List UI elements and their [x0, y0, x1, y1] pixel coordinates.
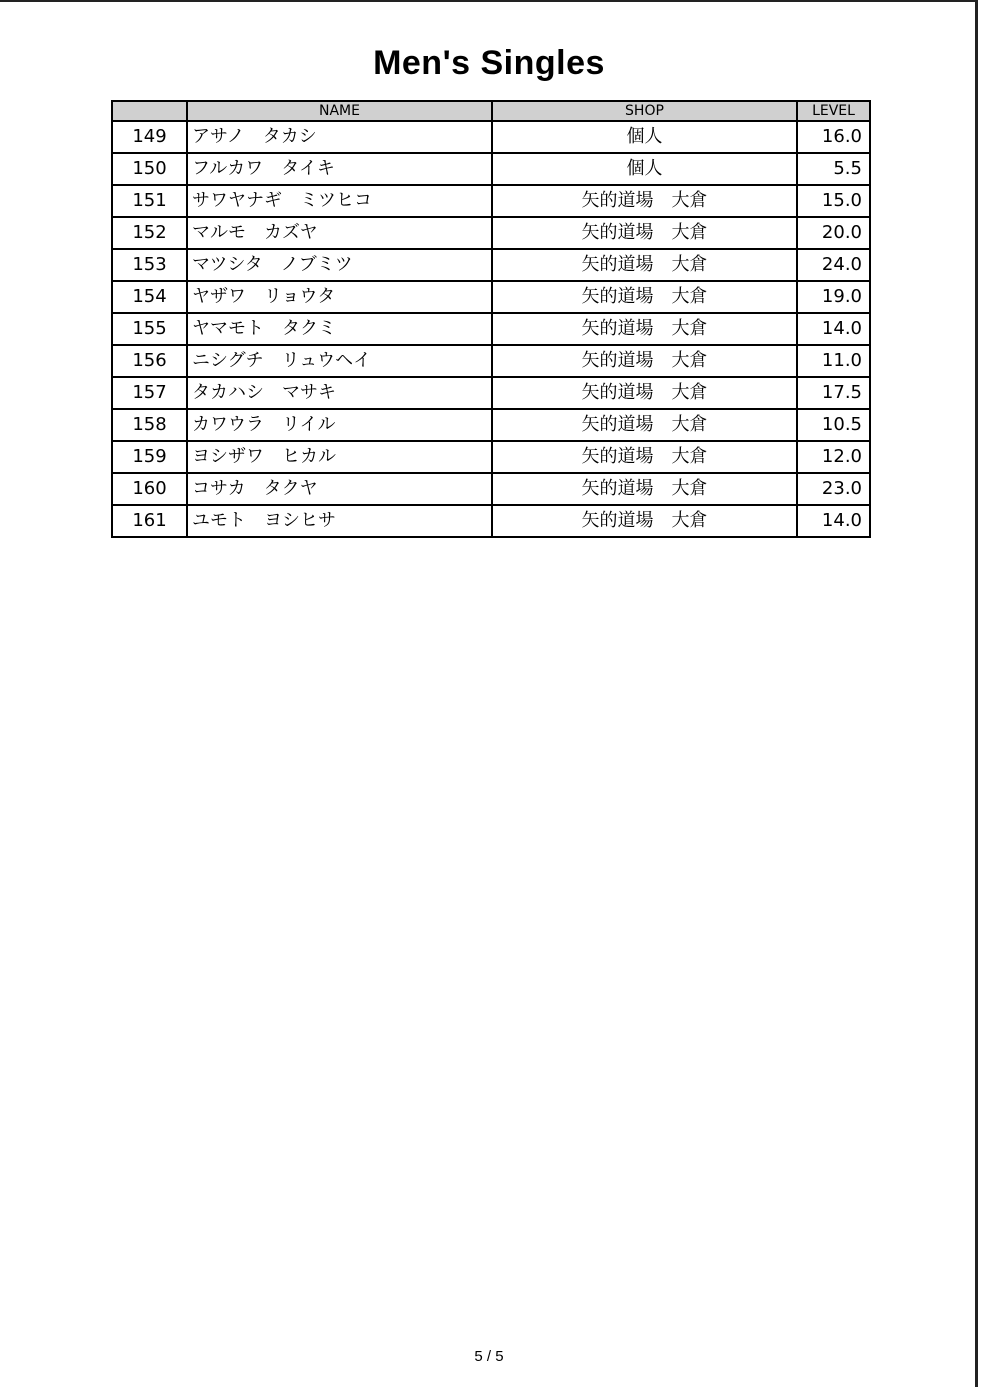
player-level: 23.0	[797, 473, 870, 505]
player-level: 20.0	[797, 217, 870, 249]
player-level: 5.5	[797, 153, 870, 185]
player-name: マツシタ ノブミツ	[187, 249, 492, 281]
player-name: ヤザワ リョウタ	[187, 281, 492, 313]
table-row	[112, 377, 870, 409]
shop-name: 矢的道場 大倉	[492, 281, 797, 313]
row-number: 154	[112, 281, 187, 313]
table-row	[112, 473, 870, 505]
page-indicator: 5 / 5	[474, 1348, 504, 1365]
row-number: 160	[112, 473, 187, 505]
shop-name: 矢的道場 大倉	[492, 249, 797, 281]
player-level: 12.0	[797, 441, 870, 473]
row-number: 156	[112, 345, 187, 377]
header-shop: SHOP	[492, 101, 797, 121]
row-number: 155	[112, 313, 187, 345]
row-number: 153	[112, 249, 187, 281]
shop-name: 矢的道場 大倉	[492, 345, 797, 377]
shop-name: 個人	[492, 153, 797, 185]
player-name: ニシグチ リュウヘイ	[187, 345, 492, 377]
header-level: LEVEL	[797, 101, 870, 121]
table-row	[112, 217, 870, 249]
table-row	[112, 281, 870, 313]
player-level: 16.0	[797, 121, 870, 153]
table-row	[112, 185, 870, 217]
player-level: 24.0	[797, 249, 870, 281]
player-name: アサノ タカシ	[187, 121, 492, 153]
header-name: NAME	[187, 101, 492, 121]
shop-name: 個人	[492, 121, 797, 153]
row-number: 151	[112, 185, 187, 217]
page-title: Men's Singles	[373, 44, 605, 82]
player-name: ヤマモト タクミ	[187, 313, 492, 345]
table-row	[112, 121, 870, 153]
table-row	[112, 153, 870, 185]
player-name: タカハシ マサキ	[187, 377, 492, 409]
player-level: 10.5	[797, 409, 870, 441]
player-level: 17.5	[797, 377, 870, 409]
player-table	[111, 100, 871, 538]
player-level: 11.0	[797, 345, 870, 377]
row-number: 152	[112, 217, 187, 249]
player-name: ヨシザワ ヒカル	[187, 441, 492, 473]
shop-name: 矢的道場 大倉	[492, 409, 797, 441]
player-name: ユモト ヨシヒサ	[187, 505, 492, 537]
table-body	[112, 121, 870, 537]
row-number: 157	[112, 377, 187, 409]
player-name: フルカワ タイキ	[187, 153, 492, 185]
table-row	[112, 249, 870, 281]
table-row	[112, 313, 870, 345]
shop-name: 矢的道場 大倉	[492, 441, 797, 473]
row-number: 149	[112, 121, 187, 153]
row-number: 161	[112, 505, 187, 537]
row-number: 158	[112, 409, 187, 441]
row-number: 150	[112, 153, 187, 185]
table-row	[112, 505, 870, 537]
table-row	[112, 345, 870, 377]
player-name: カワウラ リイル	[187, 409, 492, 441]
player-name: マルモ カズヤ	[187, 217, 492, 249]
table-header-row	[112, 101, 870, 121]
shop-name: 矢的道場 大倉	[492, 377, 797, 409]
player-level: 19.0	[797, 281, 870, 313]
table-row	[112, 409, 870, 441]
header-number	[112, 101, 187, 121]
shop-name: 矢的道場 大倉	[492, 505, 797, 537]
player-name: コサカ タクヤ	[187, 473, 492, 505]
shop-name: 矢的道場 大倉	[492, 217, 797, 249]
row-number: 159	[112, 441, 187, 473]
shop-name: 矢的道場 大倉	[492, 473, 797, 505]
shop-name: 矢的道場 大倉	[492, 185, 797, 217]
player-level: 14.0	[797, 313, 870, 345]
player-level: 15.0	[797, 185, 870, 217]
player-name: サワヤナギ ミツヒコ	[187, 185, 492, 217]
shop-name: 矢的道場 大倉	[492, 313, 797, 345]
table-row	[112, 441, 870, 473]
player-level: 14.0	[797, 505, 870, 537]
